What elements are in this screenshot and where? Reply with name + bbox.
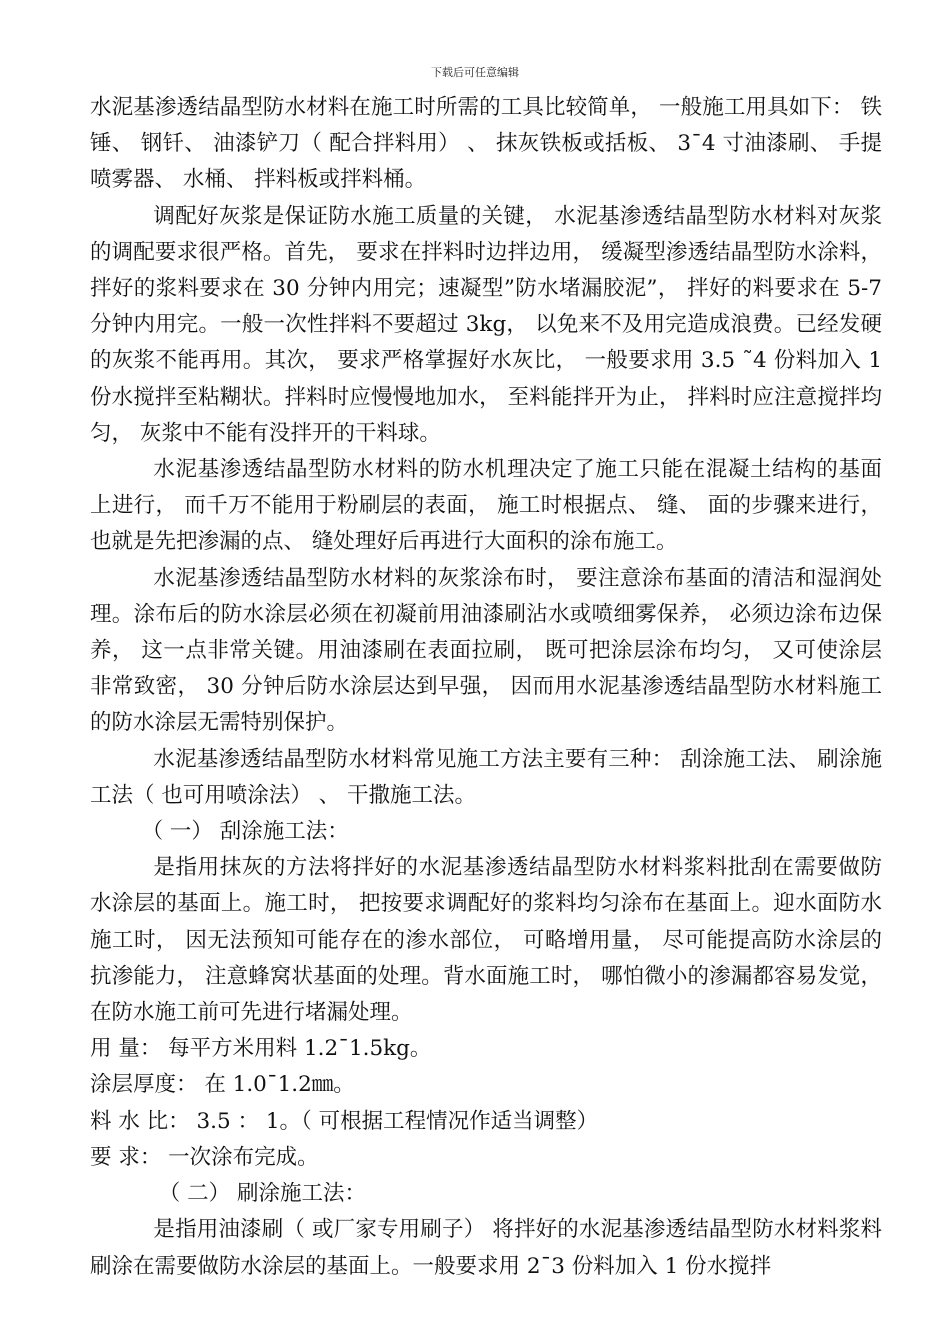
paragraph-tools: 水泥基渗透结晶型防水材料在施工时所需的工具比较简单， 一般施工用具如下： 铁锤、 钢钎、 油漆铲刀（ 配合拌料用） 、 抹灰铁板或括板、 3¯4 寸油漆刷、 手提喷雾器、 水桶、 拌料板或拌料桶。: [90, 95, 882, 193]
paragraph-brushing: 是指用油漆刷（ 或厂家专用刷子） 将拌好的水泥基渗透结晶型防水材料浆料 刷涂在需要做防水涂层的基面上。一般要求用 2¯3 份料加入 1 份水搅拌: [90, 1217, 882, 1279]
document-body: [90, 90, 882, 1285]
section-heading-brushing: （ 二） 刷涂施工法：: [158, 1181, 366, 1207]
section-heading-scraping: （ 一） 刮涂施工法：: [141, 819, 349, 845]
spec-requirement: 要 求： 一次涂布完成。: [90, 1144, 319, 1170]
paragraph-coating: 水泥基渗透结晶型防水材料的灰浆涂布时， 要注意涂布基面的清洁和湿润处理。涂布后的防水涂层必须在初凝前用油漆刷沾水或喷细雾保养， 必须边涂布边保养， 这一点非常关键。用油漆刷在表面拉刷， 既可把涂层涂布均匀， 又可使涂层非常致密， 30 分钟后防水涂层达到早强， 因而用水泥基渗透结晶型防水材料施工的防水涂层无需特别保护。: [90, 565, 882, 736]
spec-water-ratio: 料 水 比： 3.5 ： 1。（ 可根据工程情况作适当调整）: [90, 1108, 599, 1134]
paragraph-mechanism: 水泥基渗透结晶型防水材料的防水机理决定了施工只能在混凝土结构的基面上进行， 而千万不能用于粉刷层的表面， 施工时根据点、 缝、 面的步骤来进行， 也就是先把渗漏的点、 缝处理好后再进行大面积的涂布施工。: [90, 457, 882, 555]
spec-thickness: 涂层厚度： 在 1.0¯1.2㎜。: [90, 1072, 355, 1098]
spec-dosage: 用 量： 每平方米用料 1.2¯1.5kg。: [90, 1036, 432, 1062]
paragraph-mixing: 调配好灰浆是保证防水施工质量的关键， 水泥基渗透结晶型防水材料对灰浆的调配要求很严格。首先， 要求在拌料时边拌边用， 缓凝型渗透结晶型防水涂料， 拌好的浆料要求在 30 分钟内用完；速凝型”防水堵漏胶泥”， 拌好的料要求在 5-7 分钟内用完。一般一次性拌料不要超过 3kg， 以免来不及用完造成浪费。已经发硬的灰浆不能再用。其次， 要求严格掌握好水灰比， 一般要求用 3.5 ˜4 份料加入 1 份水搅拌至粘糊状。拌料时应慢慢地加水， 至料能拌开为止， 拌料时应注意搅拌均匀， 灰浆中不能有没拌开的干料球。: [90, 203, 882, 446]
page-header: 下载后可任意编辑: [431, 66, 519, 79]
paragraph-scraping: 是指用抹灰的方法将拌好的水泥基渗透结晶型防水材料浆料批刮在需要做防水涂层的基面上。施工时， 把按要求调配好的浆料均匀涂布在基面上。迎水面防水施工时， 因无法预知可能存在的渗水部位， 可略增用量， 尽可能提高防水涂层的抗渗能力， 注意蜂窝状基面的处理。背水面施工时， 哪怕微小的渗漏都容易发觉， 在防水施工前可先进行堵漏处理。: [90, 855, 882, 1026]
paragraph-methods: 水泥基渗透结晶型防水材料常见施工方法主要有三种： 刮涂施工法、 刷涂施工法（ 也可用喷涂法） 、 干撒施工法。: [90, 746, 882, 808]
